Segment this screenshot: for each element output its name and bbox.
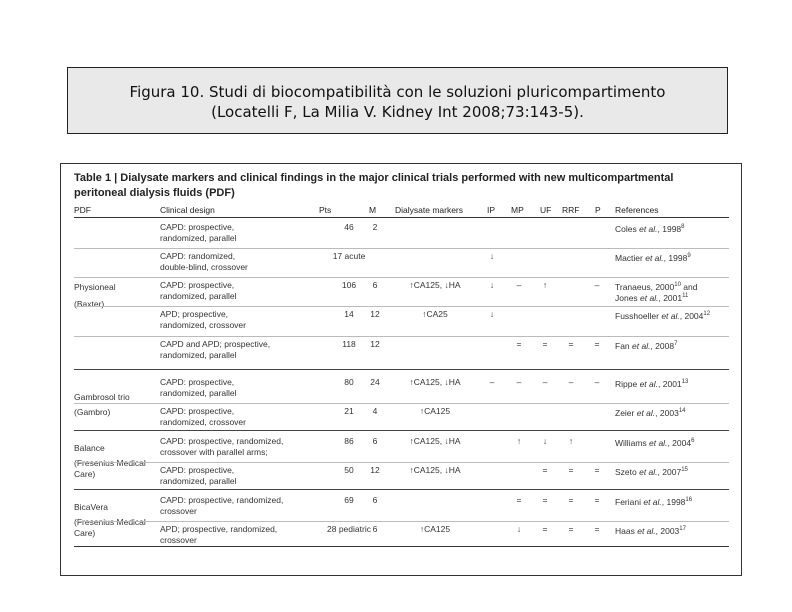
row-design-line-2: double-blind, crossover <box>160 262 248 272</box>
caption-line-2: (Locatelli F, La Milia V. Kidney Int 2008;73:143-5). <box>211 103 584 121</box>
header-p: P <box>595 205 601 215</box>
ref-et-al: et al. <box>640 292 659 303</box>
group-bicavera-maker-2: Care) <box>74 528 96 538</box>
ref-superscript: 14 <box>678 408 686 414</box>
table-bottom-rule <box>74 546 729 547</box>
ref-author: Tranaeus, 2000 <box>615 281 675 292</box>
caption-line-1: Figura 10. Studi di biocompatibilità con le soluzioni pluricompartimento <box>129 83 666 101</box>
header-m: M <box>369 205 377 215</box>
row-design-line-2: randomized, parallel <box>160 350 237 360</box>
ref-author: Coles <box>615 223 640 234</box>
ref-superscript: 6 <box>691 438 695 444</box>
row-uf: ↓ <box>542 436 548 446</box>
row-reference <box>615 406 686 419</box>
row-months: 12 <box>370 465 380 475</box>
row-separator <box>74 248 729 249</box>
ref-year: , 2001 <box>658 378 682 389</box>
ref-year: , 1998 <box>663 252 688 263</box>
row-rrf: = <box>568 495 574 505</box>
header-rrf: RRF <box>562 205 580 215</box>
ref-superscript: 15 <box>681 467 688 473</box>
ref-author: Mactier <box>615 252 646 263</box>
row-pts: 17 acute <box>332 251 366 261</box>
row-mp: ↓ <box>516 524 522 534</box>
row-rrf: = <box>568 524 574 534</box>
ref-author: Fusshoeller <box>615 310 662 321</box>
row-uf: ↑ <box>542 280 548 290</box>
row-ip: ↓ <box>489 280 495 290</box>
row-pts: 80 <box>344 377 354 387</box>
row-design-line-1: CAPD: randomized, <box>160 251 236 261</box>
table-image <box>60 163 742 576</box>
row-mp: – <box>516 280 522 290</box>
row-separator <box>74 462 729 463</box>
header-dialysate-markers: Dialysate markers <box>395 205 464 215</box>
row-uf: – <box>542 377 548 387</box>
ref-superscript: 13 <box>681 379 689 385</box>
ref-superscript: 7 <box>674 341 678 347</box>
row-dialysate-markers: ↑CA125, ↓HA <box>409 280 461 290</box>
ref-author: Feriani <box>615 496 644 507</box>
row-separator <box>74 277 729 278</box>
row-separator <box>74 336 729 337</box>
row-months: 6 <box>372 524 378 534</box>
row-months: 12 <box>370 309 380 319</box>
ref-year: , 2008 <box>650 340 675 351</box>
group-balance-maker-1: (Fresenius Medical <box>74 458 146 468</box>
group-bicavera-maker-1: (Fresenius Medical <box>74 517 146 527</box>
ref-extra: and <box>680 281 698 292</box>
row-reference <box>615 524 686 537</box>
row-pts: 28 pediatric <box>327 524 371 534</box>
row-design-line-1: CAPD: prospective, <box>160 465 235 475</box>
row-p: = <box>594 524 600 534</box>
row-mp: = <box>516 339 522 349</box>
ref-superscript: 9 <box>687 253 691 259</box>
ref-superscript: 8 <box>681 224 685 230</box>
row-months: 6 <box>372 436 378 446</box>
row-uf: = <box>542 465 548 475</box>
row-p: – <box>594 377 600 387</box>
row-pts: 50 <box>344 465 354 475</box>
group-balance-maker-2: Care) <box>74 469 96 479</box>
row-p: – <box>594 280 600 290</box>
row-pts: 106 <box>341 280 357 290</box>
row-design-line-2: crossover <box>160 506 197 516</box>
group-separator <box>74 369 729 370</box>
ref-year: , 1998 <box>661 496 686 507</box>
ref-et-al: et al. <box>632 340 651 351</box>
group-separator <box>74 430 729 431</box>
row-mp: = <box>516 495 522 505</box>
row-uf: = <box>542 339 548 349</box>
ref-et-al: et al. <box>637 525 656 536</box>
ref-superscript: 11 <box>682 293 689 299</box>
header-pts: Pts <box>319 205 332 215</box>
row-reference <box>615 309 710 322</box>
row-months: 24 <box>370 377 380 387</box>
ref-year: , 2004 <box>679 310 704 321</box>
ref-year: , 2001 <box>658 292 683 303</box>
ref-superscript: 17 <box>679 526 686 532</box>
group-bicavera-name: BicaVera <box>74 502 109 512</box>
ref-et-al: et al. <box>649 437 668 448</box>
figure-caption <box>67 67 728 134</box>
header-references: References <box>615 205 659 215</box>
row-ip: – <box>489 377 495 387</box>
ref-superscript: 12 <box>703 311 711 317</box>
header-clinical-design: Clinical design <box>160 205 215 215</box>
table-header <box>74 204 729 218</box>
ref-et-al: et al. <box>639 466 658 477</box>
row-rrf: = <box>568 465 574 475</box>
row-reference <box>615 339 677 352</box>
row-dialysate-markers: ↑CA25 <box>422 309 448 319</box>
ref-year: , 2003 <box>655 407 679 418</box>
ref-superscript: 10 <box>674 282 681 288</box>
ref-et-al: et al. <box>639 378 659 389</box>
row-months: 2 <box>372 222 378 232</box>
row-p: = <box>594 339 600 349</box>
ref-year: , 1998 <box>657 223 682 234</box>
row-uf: = <box>542 495 548 505</box>
row-dialysate-markers: ↑CA125 <box>419 406 451 416</box>
group-gambrosol-maker: (Gambro) <box>74 407 111 417</box>
ref-author: Fan <box>615 340 633 351</box>
row-design-line-1: CAPD: prospective, <box>160 406 235 416</box>
row-dialysate-markers: ↑CA125 <box>419 524 451 534</box>
row-pts: 86 <box>344 436 354 446</box>
row-separator <box>74 306 729 307</box>
ref-author: Haas <box>615 525 638 536</box>
row-design-line-1: CAPD and APD; prospective, <box>160 339 271 349</box>
ref-et-al: et al. <box>643 496 662 507</box>
row-design-line-1: APD; prospective, <box>160 309 229 319</box>
row-design-line-1: CAPD: prospective, <box>160 222 235 232</box>
group-gambrosol-name: Gambrosol trio <box>74 392 130 402</box>
row-pts: 14 <box>344 309 354 319</box>
ref-year: , 2004 <box>667 437 692 448</box>
row-p: = <box>594 465 600 475</box>
group-physioneal-maker: (Baxter) <box>74 299 105 309</box>
row-reference <box>615 495 692 508</box>
row-design-line-1: CAPD: prospective, randomized, <box>160 495 284 505</box>
row-separator <box>74 403 729 404</box>
header-uf: UF <box>540 205 552 215</box>
row-pts: 46 <box>344 222 354 232</box>
group-separator <box>74 489 729 490</box>
ref-year: , 2003 <box>655 525 680 536</box>
table-title <box>74 171 734 201</box>
row-reference <box>615 222 685 235</box>
ref-author: Williams <box>615 437 649 448</box>
row-reference <box>615 465 688 478</box>
row-mp: – <box>516 377 522 387</box>
row-design-line-2: randomized, crossover <box>160 417 246 427</box>
row-rrf: = <box>568 339 574 349</box>
row-reference <box>615 251 691 264</box>
row-dialysate-markers: ↑CA125, ↓HA <box>409 377 461 387</box>
row-pts: 118 <box>342 339 356 349</box>
row-reference-line-2 <box>615 291 688 304</box>
row-dialysate-markers: ↑CA125, ↓HA <box>409 465 461 475</box>
row-months: 12 <box>370 339 380 349</box>
ref-et-al: et al. <box>661 310 680 321</box>
header-ip: IP <box>487 205 496 215</box>
header-pdf: PDF <box>74 205 91 215</box>
row-design-line-2: randomized, parallel <box>160 388 237 398</box>
ref-et-al: et al. <box>636 407 656 418</box>
row-dialysate-markers: ↑CA125, ↓HA <box>409 436 461 446</box>
row-months: 6 <box>372 495 378 505</box>
ref-year: , 2007 <box>657 466 682 477</box>
row-design-line-2: randomized, parallel <box>160 476 237 486</box>
ref-author: Rippe <box>615 378 640 389</box>
row-pts: 21 <box>344 406 354 416</box>
row-uf: = <box>542 524 548 534</box>
row-reference <box>615 436 694 449</box>
ref-author: Szeto <box>615 466 640 477</box>
row-pts: 69 <box>344 495 354 505</box>
row-design-line-1: CAPD: prospective, <box>160 280 235 290</box>
row-separator <box>74 521 729 522</box>
row-months: 6 <box>372 280 378 290</box>
row-p: = <box>594 495 600 505</box>
row-mp: ↑ <box>516 436 522 446</box>
group-physioneal-name: Physioneal <box>74 282 116 292</box>
row-design-line-2: randomized, parallel <box>160 291 237 301</box>
ref-et-al: et al. <box>645 252 664 263</box>
row-ip: ↓ <box>489 309 495 319</box>
row-design-line-2: crossover with parallel arms; <box>160 447 268 457</box>
row-months: 4 <box>372 406 378 416</box>
ref-author: Zeier <box>615 407 637 418</box>
row-rrf: ↑ <box>568 436 574 446</box>
row-design-line-1: CAPD: prospective, <box>160 377 235 387</box>
row-ip: ↓ <box>489 251 495 261</box>
row-design-line-2: randomized, crossover <box>160 320 246 330</box>
header-mp: MP <box>511 205 524 215</box>
row-rrf: – <box>568 377 574 387</box>
row-design-line-1: CAPD: prospective, randomized, <box>160 436 284 446</box>
ref-et-al: et al. <box>639 223 658 234</box>
ref-author: Jones <box>615 292 641 303</box>
ref-superscript: 16 <box>685 497 693 503</box>
row-design-line-2: randomized, parallel <box>160 233 237 243</box>
row-reference <box>615 377 688 390</box>
table-title-line-2: peritoneal dialysis fluids (PDF) <box>74 187 235 199</box>
row-design-line-1: APD; prospective, randomized, <box>160 524 278 534</box>
table-title-line-1: Table 1 | Dialysate markers and clinical findings in the major clinical trials performed with new multicompartmental <box>74 172 674 184</box>
row-design-line-2: crossover <box>160 535 197 545</box>
group-balance-name: Balance <box>74 443 105 453</box>
